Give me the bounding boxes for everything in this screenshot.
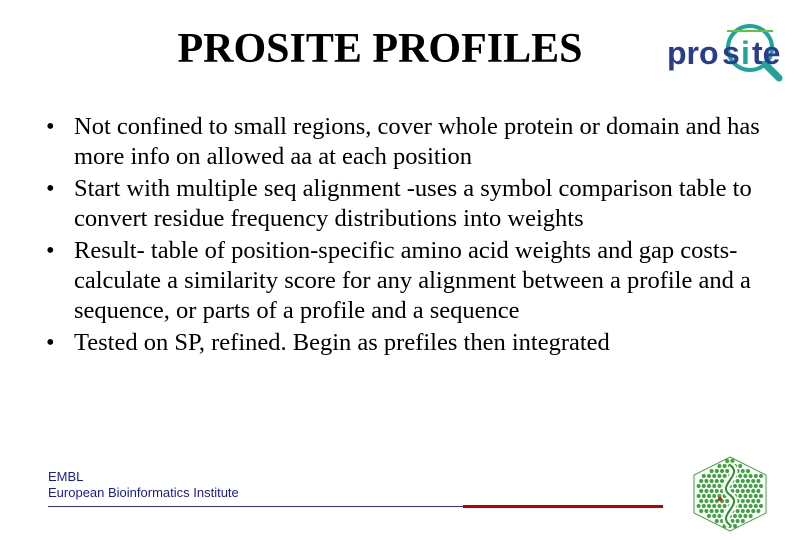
ebi-logo-dot [702,504,706,508]
ebi-logo-dot [746,509,750,513]
ebi-logo-dot [733,514,737,518]
ebi-logo-dot [746,499,750,503]
ebi-logo-dot [702,494,706,498]
ebi-logo-dot [743,474,747,478]
ebi-logo-dot [741,469,745,473]
footer-org [48,469,239,501]
ebi-logo-dot [751,509,755,513]
ebi-logo-dot [746,479,750,483]
ebi-logo-dot [756,499,760,503]
footer-divider [48,506,463,507]
ebi-logo-dot [736,519,740,523]
bullet-item [46,112,781,172]
ebi-logo-dot [715,509,719,513]
ebi-logo-dot [736,509,740,513]
ebi-logo-dot [707,504,711,508]
ebi-logo-dot [717,464,721,468]
ebi-logo-dot [699,499,703,503]
ebi-hexagon-dna-icon [690,455,770,533]
ebi-logo-dot [743,494,747,498]
ebi-logo-dot [723,474,727,478]
ebi-logo-dot [699,509,703,513]
ebi-logo-dot [738,464,742,468]
ebi-logo-dot [746,489,750,493]
ebi-logo-dot [723,504,727,508]
ebi-logo-dot [712,484,716,488]
ebi-logo-dot [697,494,701,498]
ebi-logo-dot [759,484,763,488]
bullet-list [46,112,781,360]
bullet-text: Tested on SP, refined. Begin as prefiles then integrated [74,329,610,356]
ebi-logo-dot [759,504,763,508]
ebi-logo-dot [749,484,753,488]
ebi-logo-dot [736,479,740,483]
ebi-logo-dot [707,484,711,488]
ebi-logo-dot [717,504,721,508]
ebi-logo-dot [720,509,724,513]
ebi-logo-dot [749,474,753,478]
bullet-dot-icon: • [46,175,55,202]
ebi-logo-dot [738,494,742,498]
ebi-logo-dot [756,489,760,493]
ebi-logo-dot [712,474,716,478]
ebi-logo-dot [754,474,758,478]
ebi-logo-dot [710,509,714,513]
ebi-logo-dot [697,484,701,488]
ebi-logo-dot [759,494,763,498]
ebi-logo-dot [725,459,729,463]
ebi-logo-dot [697,504,701,508]
ebi-logo-dot [733,524,737,528]
ebi-logo-dot [749,504,753,508]
prosite-logo-text-te: te [752,35,781,71]
ebi-logo-dot [751,489,755,493]
ebi-logo-dot [743,514,747,518]
ebi-logo-dot [741,489,745,493]
ebi-logo-dot [741,519,745,523]
ebi-logo-dot [710,499,714,503]
bullet-text: Result- table of position-specific amino acid weights and gap costs- calculate a similarity score for any alignment between a profile and a sequence, or parts of a profile and a sequence [74,237,751,324]
slide-title: PROSITE PROFILES [177,26,583,72]
ebi-logo-dot [699,489,703,493]
ebi-logo-dot [730,459,734,463]
ebi-logo-dot [715,469,719,473]
ebi-logo-dot [749,514,753,518]
prosite-logo-text-s: s [722,35,740,71]
footer-org-short: EMBL [48,469,84,484]
ebi-logo-dot [749,494,753,498]
footer-accent-rule [463,505,663,508]
ebi-logo-dot [754,494,758,498]
ebi-logo-dot [738,504,742,508]
ebi-logo-dot [756,509,760,513]
ebi-logo-dot [712,504,716,508]
ebi-logo-dot [759,474,763,478]
ebi-logo-dot [725,469,729,473]
ebi-logo-dot [741,499,745,503]
ebi-logo-dot [754,484,758,488]
bullet-dot-icon: • [46,329,55,356]
ebi-logo-dot [717,474,721,478]
ebi-logo-dot [704,479,708,483]
ebi-logo-dot [743,504,747,508]
ebi-logo-dot [720,479,724,483]
bullet-item [46,328,781,358]
ebi-logo-dot [715,479,719,483]
ebi-logo-dot [715,489,719,493]
ebi-logo-dot [738,514,742,518]
ebi-logo-dot [736,489,740,493]
bullet-text: Not confined to small regions, cover whole protein or domain and has more info on allowed aa at each position [74,113,760,170]
ebi-logo-dot [707,514,711,518]
ebi-logo-dot [725,499,729,503]
ebi-logo-dot [756,479,760,483]
ebi-logo-dot [707,494,711,498]
ebi-logo-dot [738,474,742,478]
ebi-logo-dot [741,479,745,483]
ebi-logo-dot [717,514,721,518]
ebi-logo-dot [704,489,708,493]
footer-org-full: European Bioinformatics Institute [48,485,239,500]
ebi-logo-dot [702,484,706,488]
ebi-logo-dot [738,484,742,488]
ebi-logo-dot [699,479,703,483]
ebi-logo-dot [746,469,750,473]
ebi-logo-dot [741,509,745,513]
ebi-logo-dot [723,464,727,468]
ebi-logo-dot [754,504,758,508]
prosite-logo [665,22,790,82]
bullet-text: Start with multiple seq alignment -uses a symbol comparison table to convert residue frequency distributions into weights [74,175,752,232]
bullet-dot-icon: • [46,237,55,264]
prosite-logo-text-i: i [741,35,750,71]
ebi-logo-dot [751,499,755,503]
ebi-logo-dot [715,519,719,523]
ebi-logo-dot [712,514,716,518]
ebi-logo-dot [712,494,716,498]
ebi-logo-dot [704,499,708,503]
ebi-logo-dot [704,509,708,513]
ebi-logo-dot [751,479,755,483]
ebi-logo-dot [743,484,747,488]
prosite-logo-text-pro: pro [667,35,719,71]
ebi-logo-dot [720,469,724,473]
bullet-item [46,174,781,234]
ebi-logo-dot [707,474,711,478]
ebi-logo-dot [710,479,714,483]
ebi-logo-dot [710,469,714,473]
bullet-item [46,236,781,326]
ebi-logo-dot [710,489,714,493]
ebi-logo-dot [733,484,737,488]
bullet-dot-icon: • [46,113,55,140]
ebi-logo-dot [702,474,706,478]
ebi-logo-dot [717,484,721,488]
